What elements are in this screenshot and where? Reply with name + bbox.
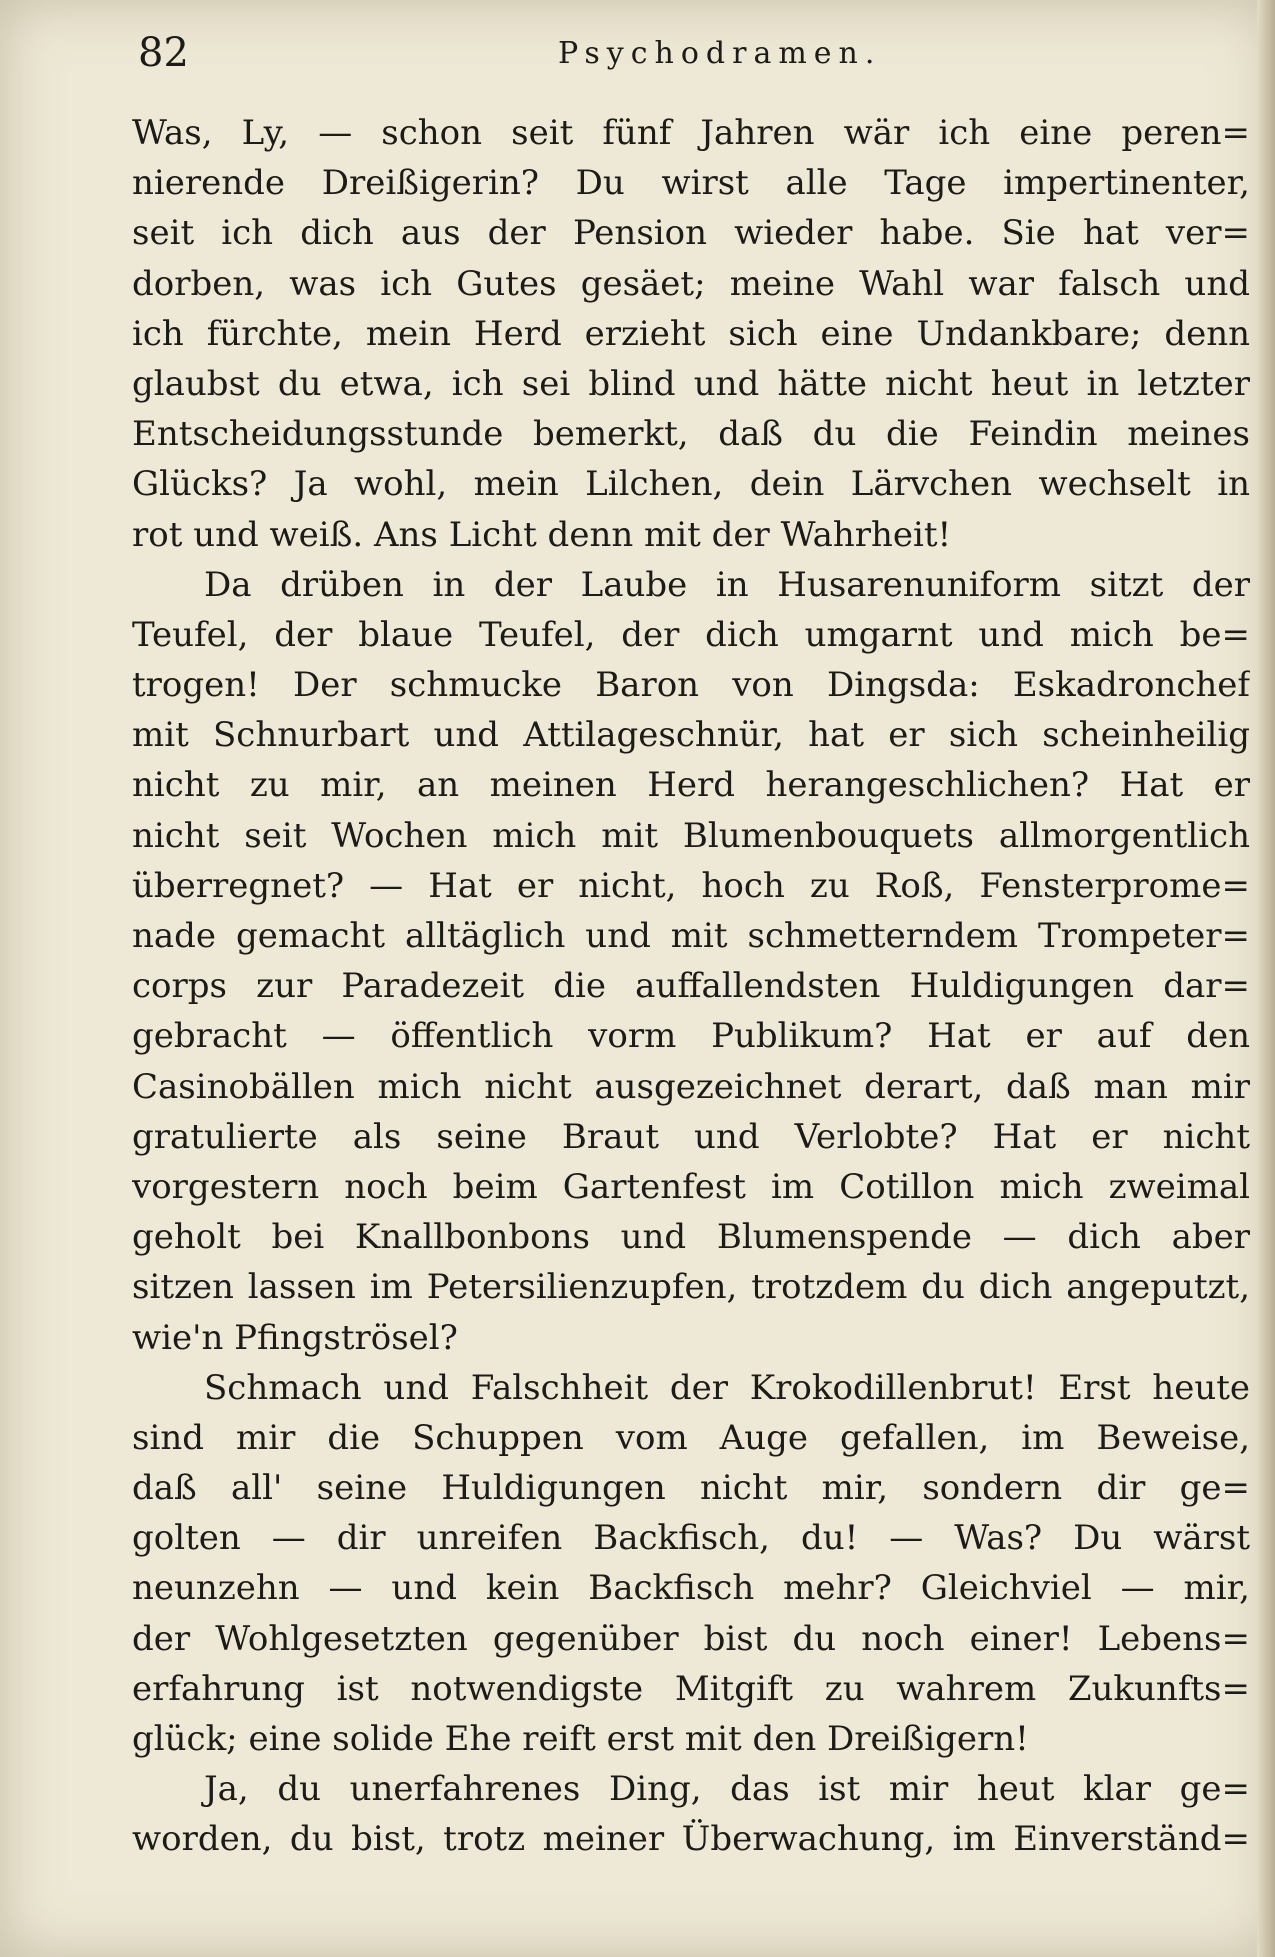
text-line: daß all' seine Huldigungen nicht mir, sondern dir ge=	[132, 1468, 1250, 1509]
text-line: Da drüben in der Laube in Husarenuniform sitzt der	[204, 564, 1250, 605]
text-line: vorgestern noch beim Gartenfest im Cotillon mich zweimal	[132, 1166, 1250, 1207]
text-line: Glücks? Ja wohl, mein Lilchen, dein Lärvchen wechselt in	[132, 464, 1250, 505]
text-line: Entscheidungsstunde bemerkt, daß du die Feindin meines	[132, 414, 1250, 455]
text-line: Was, Ly, — schon seit fünf Jahren wär ich eine peren=	[132, 113, 1250, 153]
text-line: mit Schnurbart und Attilageschnür, hat er sich scheinheilig	[132, 715, 1250, 756]
text-line: gebracht — öffentlich vorm Publikum? Hat er auf den	[132, 1016, 1250, 1057]
text-line: nicht seit Wochen mich mit Blumenbouquets allmorgentlich	[132, 815, 1250, 856]
text-line: Schmach und Falschheit der Krokodillenbrut! Erst heute	[204, 1367, 1250, 1408]
text-line: neunzehn — und kein Backfisch mehr? Gleichviel — mir,	[132, 1568, 1250, 1609]
text-line: gratulierte als seine Braut und Verlobte? Hat er nicht	[132, 1116, 1250, 1157]
running-title: Psychodramen.	[558, 36, 882, 71]
text-line: trogen! Der schmucke Baron von Dingsda: Eskadronchef	[132, 665, 1250, 706]
text-line: glück; eine solide Ehe reift erst mit den Dreißigern!	[132, 1719, 1029, 1759]
text-line: glaubst du etwa, ich sei blind und hätte nicht heut in letzter	[132, 363, 1250, 404]
text-line: rot und weiß. Ans Licht denn mit der Wahrheit!	[132, 514, 952, 555]
text-line: wie'n Pfingströsel?	[132, 1317, 458, 1358]
text-line: dorben, was ich Gutes gesäet; meine Wahl war falsch und	[132, 263, 1250, 304]
text-line: Ja, du unerfahrenes Ding, das ist mir heut klar ge=	[204, 1769, 1250, 1810]
text-line: ich fürchte, mein Herd erzieht sich eine Undankbare; denn	[132, 313, 1250, 354]
text-line: überregnet? — Hat er nicht, hoch zu Roß, Fensterprome=	[132, 865, 1250, 906]
text-line: erfahrung ist notwendigste Mitgift zu wahrem Zukunfts=	[132, 1668, 1250, 1709]
body-text	[132, 108, 1250, 1865]
text-line: Casinobällen mich nicht ausgezeichnet derart, daß man mir	[132, 1066, 1250, 1107]
page-header	[138, 30, 1248, 90]
text-line: Teufel, der blaue Teufel, der dich umgarnt und mich be=	[132, 614, 1250, 655]
text-line: geholt bei Knallbonbons und Blumenspende — dich aber	[132, 1217, 1250, 1258]
text-line: golten — dir unreifen Backfisch, du! — Was? Du wärst	[132, 1518, 1250, 1559]
text-line: corps zur Paradezeit die auffallendsten Huldigungen dar=	[132, 966, 1250, 1007]
text-line: der Wohlgesetzten gegenüber bist du noch einer! Lebens=	[132, 1618, 1250, 1659]
text-line: nicht zu mir, an meinen Herd herangeschlichen? Hat er	[132, 765, 1250, 806]
page-edge	[1257, 0, 1275, 1957]
text-line: nade gemacht alltäglich und mit schmetterndem Trompeter=	[132, 916, 1250, 956]
text-line: worden, du bist, trotz meiner Überwachung, im Einverständ=	[132, 1819, 1250, 1860]
page-number: 82	[138, 30, 189, 76]
text-line: sitzen lassen im Petersilienzupfen, trotzdem du dich angeputzt,	[132, 1267, 1250, 1308]
text-line: seit ich dich aus der Pension wieder habe. Sie hat ver=	[132, 213, 1250, 254]
text-line: nierende Dreißigerin? Du wirst alle Tage impertinenter,	[132, 163, 1250, 204]
text-line: sind mir die Schuppen vom Auge gefallen, im Beweise,	[132, 1417, 1250, 1458]
